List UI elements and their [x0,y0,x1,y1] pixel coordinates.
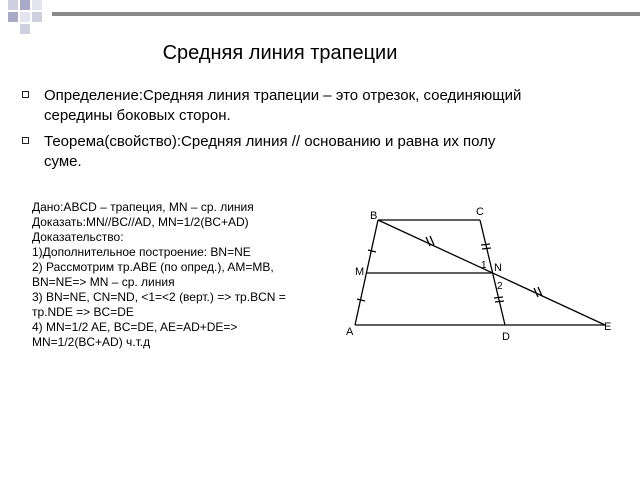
proof-line: 2) Рассмотрим тр.ABE (по опред.), AM=MB, [32,260,274,274]
tick-mark [495,301,504,302]
bullet-square-icon [22,137,29,144]
label-m: M [355,266,365,278]
proof-line: 3) BN=NE, CN=ND, <1=<2 (верт.) => тр.BCN = [32,290,286,304]
slide-title: Средняя линия трапеции [162,42,398,64]
top-bar [52,12,640,16]
tick-mark [481,244,490,245]
proof-line: 4) MN=1/2 AE, BC=DE, AE=AD+DE=> [32,320,238,334]
bullet-text [44,86,521,126]
proof-line: Доказать:MN//BC//AD, MN=1/2(BC+AD) [32,215,249,229]
tick-mark [426,237,430,246]
corner-decoration [0,0,60,44]
corner-square [32,12,42,22]
proof-line: тр.NDE => BC=DE [32,305,134,319]
bullet-definition [22,86,622,128]
bullet-square-icon [22,91,29,98]
bullet-text [44,132,495,172]
corner-square [20,0,30,10]
bullet-line: Определение:Средняя линия трапеции – это отрезок, соединяющий [44,87,522,104]
bullet-line: середины боковых сторон. [44,107,231,124]
proof-line: Доказательство: [32,230,124,244]
trapezoid-diagram [330,195,630,355]
proof-line: MN=1/2(BC+AD) ч.т.д [32,335,151,349]
label-c: C [476,206,484,218]
bullet-line: суме. [44,153,82,170]
label-b: B [370,210,378,222]
corner-square [8,12,18,22]
bullet-theorem [22,132,622,174]
label-d: D [502,331,510,343]
proof-line: 1)Дополнительное построение: BN=NE [32,245,251,259]
corner-square [8,0,18,10]
proof-text [32,200,342,350]
tick-mark [482,248,491,249]
label-e: E [604,321,612,333]
label-n: N [494,262,502,274]
bullet-line: Теорема(свойство):Средняя линия // основанию и равна их полу [44,133,496,150]
proof-line: Дано:ABCD – трапеция, MN – ср. линия [32,200,254,214]
corner-square [20,24,30,34]
label-angle-2: 2 [497,281,503,292]
label-a: A [346,326,354,338]
proof-line: BN=NE=> MN – ср. линия [32,275,175,289]
corner-square [20,12,30,22]
label-angle-1: 1 [481,260,487,271]
tick-mark [494,297,503,298]
corner-square [32,0,42,10]
